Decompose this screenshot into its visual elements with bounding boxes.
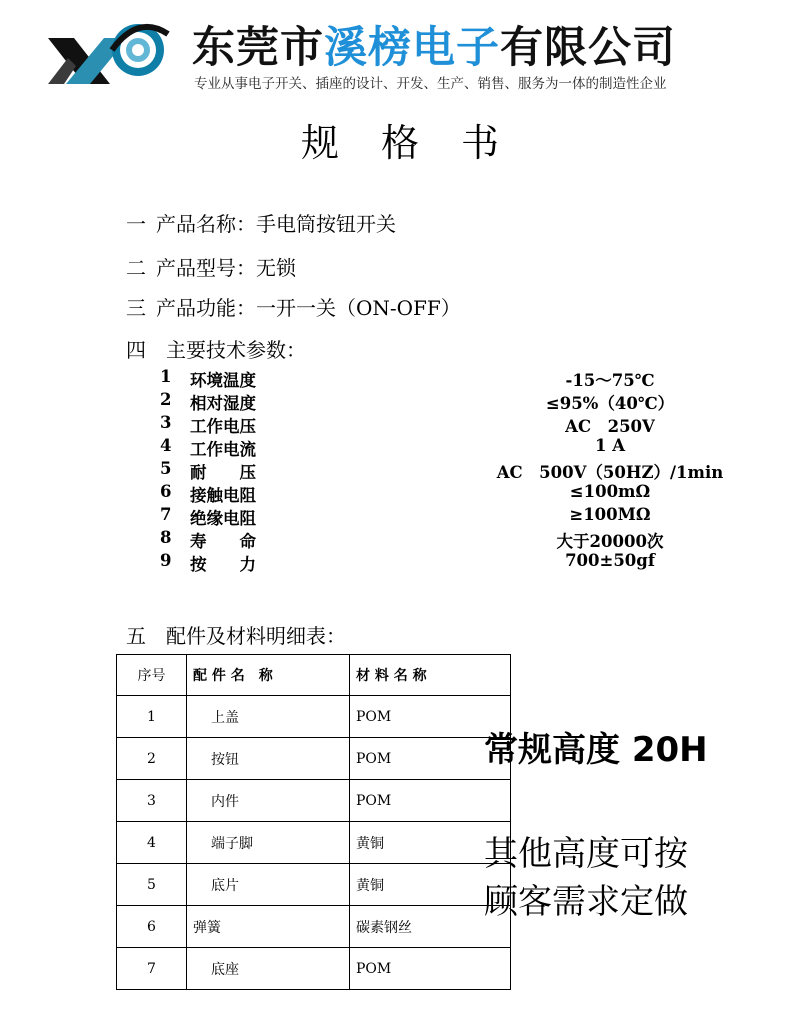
cell-material: 黄铜 xyxy=(350,822,511,864)
param-row xyxy=(160,390,720,413)
section-number: 一 xyxy=(126,212,146,236)
custom-height-note-line2: 顾客需求定做 xyxy=(484,882,688,922)
header-material: 材 料 名 称 xyxy=(350,655,511,696)
param-index: 8 xyxy=(160,528,172,547)
param-value: ≥100MΩ xyxy=(569,505,651,524)
param-name: 耐 压 xyxy=(190,463,256,482)
header-part-name: 配 件 名 称 xyxy=(187,655,350,696)
param-index: 7 xyxy=(160,505,172,524)
param-name: 环境温度 xyxy=(190,371,256,390)
tech-params-list xyxy=(160,367,724,574)
param-name: 绝缘电阻 xyxy=(190,509,256,528)
table-row xyxy=(117,906,511,948)
cell-no: 2 xyxy=(117,738,187,780)
param-index: 4 xyxy=(160,436,172,455)
section-number: 三 xyxy=(126,296,146,320)
parts-table xyxy=(116,654,511,990)
param-row xyxy=(160,528,720,551)
param-name: 寿 命 xyxy=(190,532,256,551)
param-index: 6 xyxy=(160,482,172,501)
param-row xyxy=(160,482,720,505)
section-product-function xyxy=(126,292,461,321)
header-no: 序号 xyxy=(117,655,187,696)
letterhead xyxy=(0,0,800,100)
param-name: 工作电流 xyxy=(190,440,256,459)
section-text: 配件及材料明细表： xyxy=(166,624,346,648)
param-row xyxy=(160,367,720,390)
param-name: 工作电压 xyxy=(190,417,256,436)
param-row xyxy=(160,459,724,482)
section-number: 二 xyxy=(126,256,146,280)
table-row xyxy=(117,780,511,822)
param-row xyxy=(160,505,720,528)
section-text: 产品功能：一开一关（ON-OFF） xyxy=(156,296,461,320)
param-name: 接触电阻 xyxy=(190,486,256,505)
section-text: 主要技术参数： xyxy=(166,338,306,362)
param-row xyxy=(160,551,720,574)
cell-no: 4 xyxy=(117,822,187,864)
company-name-part1: 东莞市 xyxy=(192,23,324,73)
param-value: 700±50gf xyxy=(565,551,655,570)
cell-material: POM xyxy=(350,780,511,822)
section-tech-params xyxy=(126,334,306,363)
param-value: AC 250V xyxy=(565,417,655,436)
param-value: ≤100mΩ xyxy=(569,482,651,501)
param-index: 3 xyxy=(160,413,172,432)
cell-part-name: 上盖 xyxy=(187,696,350,738)
param-value: 1 A xyxy=(594,436,626,455)
table-row xyxy=(117,696,511,738)
param-value: -15～75℃ xyxy=(565,371,655,390)
company-logo-icon xyxy=(40,14,180,90)
param-index: 5 xyxy=(160,459,172,478)
table-row xyxy=(117,738,511,780)
cell-no: 1 xyxy=(117,696,187,738)
document-title: 规格书 xyxy=(300,121,541,165)
section-number: 五 xyxy=(126,624,146,648)
param-value: ≤95%（40℃） xyxy=(545,394,675,413)
company-slogan: 专业从事电子开关、插座的设计、开发、生产、销售、服务为一体的制造性企业 xyxy=(194,76,667,92)
cell-material: POM xyxy=(350,948,511,990)
param-value: AC 500V（50HZ）/1min xyxy=(496,463,724,482)
cell-part-name: 端子脚 xyxy=(187,822,350,864)
company-name xyxy=(192,14,676,75)
param-value: 大于20000次 xyxy=(556,532,664,551)
section-number: 四 xyxy=(126,338,146,362)
param-row xyxy=(160,436,720,459)
custom-height-note-line1: 其他高度可按 xyxy=(484,834,688,874)
param-name: 相对湿度 xyxy=(190,394,256,413)
section-product-model xyxy=(126,252,296,281)
table-row xyxy=(117,822,511,864)
section-text: 产品名称：手电筒按钮开关 xyxy=(156,212,396,236)
cell-no: 3 xyxy=(117,780,187,822)
cell-no: 6 xyxy=(117,906,187,948)
section-parts-materials xyxy=(126,620,346,649)
cell-part-name: 底座 xyxy=(187,948,350,990)
table-row xyxy=(117,948,511,990)
cell-material: POM xyxy=(350,696,511,738)
cell-material: 黄铜 xyxy=(350,864,511,906)
standard-height-note: 常规高度 20H xyxy=(484,730,708,770)
cell-no: 7 xyxy=(117,948,187,990)
company-name-part2: 溪榜电子 xyxy=(324,23,500,73)
cell-material: 碳素钢丝 xyxy=(350,906,511,948)
cell-part-name: 弹簧 xyxy=(187,906,350,948)
company-name-part3: 有限公司 xyxy=(500,23,676,73)
cell-material: POM xyxy=(350,738,511,780)
cell-part-name: 按钮 xyxy=(187,738,350,780)
param-name: 按 力 xyxy=(190,555,256,574)
cell-no: 5 xyxy=(117,864,187,906)
section-product-name xyxy=(126,208,396,237)
table-row xyxy=(117,864,511,906)
section-text: 产品型号：无锁 xyxy=(156,256,296,280)
table-header-row xyxy=(117,655,511,696)
param-index: 1 xyxy=(160,367,172,386)
param-row xyxy=(160,413,720,436)
cell-part-name: 底片 xyxy=(187,864,350,906)
param-index: 9 xyxy=(160,551,172,570)
cell-part-name: 内件 xyxy=(187,780,350,822)
param-index: 2 xyxy=(160,390,172,409)
